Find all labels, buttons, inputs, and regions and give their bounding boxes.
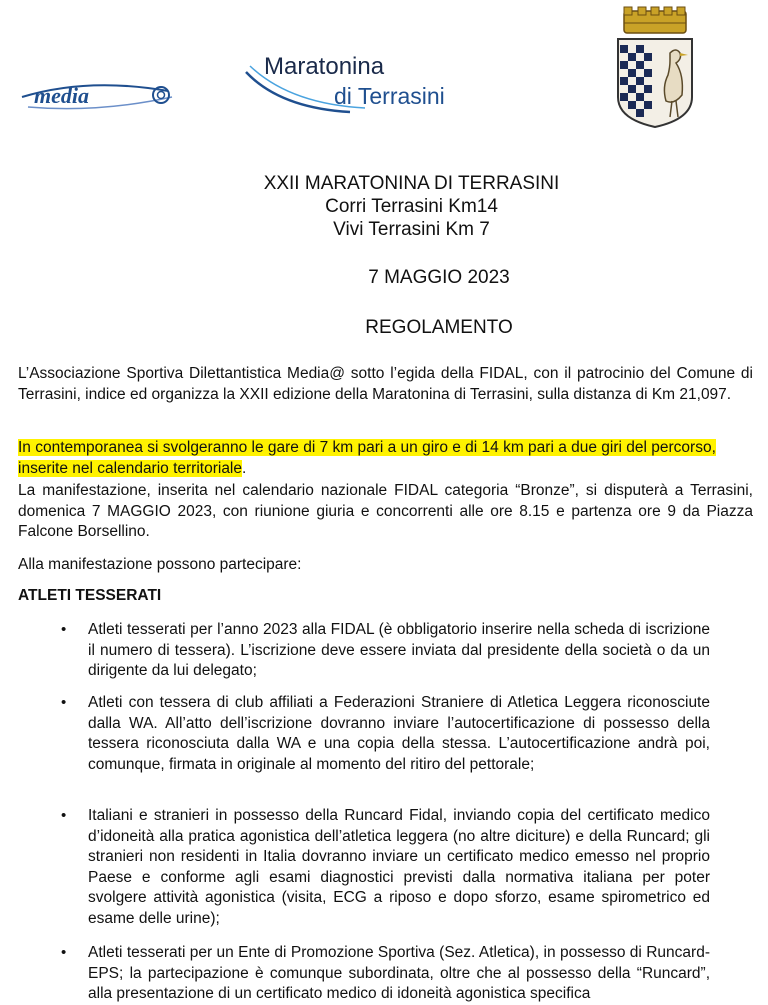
intro-paragraph: L’Associazione Sportiva Dilettantistica Media@ sotto l’egida della FIDAL, con il patrocinio del Comune di Terrasini, indice ed organizza la XXII edizione della Maratonina di Terrasini, sulla distanza di Km 21,097. (18, 365, 753, 403)
bullet-marker: • (61, 807, 67, 824)
maratonina-logo (240, 48, 490, 118)
document-header (0, 0, 768, 150)
highlighted-paragraph (18, 438, 753, 479)
maratonina-logo-title: Maratonina (264, 53, 385, 80)
event-title: XXII MARATONINA DI TERRASINI (263, 173, 560, 194)
media-logo-text: media (34, 83, 89, 108)
list-item-foreign-clubs: Atleti con tessera di club affiliati a Federazioni Straniere di Atletica Leggera riconosciute dalla WA. All’atto dell’iscrizione dovranno inviare l’autocertificazione di possesso della tessera riconosciuta dalla WA e una copia della stessa. L’autocertificazione andrà poi, comunque, firmata in originale al momento del ritiro del pettorale; (88, 694, 710, 773)
event-date: 7 MAGGIO 2023 (368, 267, 510, 288)
bullet-marker: • (61, 621, 67, 638)
highlighted-paragraph-end: . (242, 459, 247, 477)
regulation-heading: REGOLAMENTO (365, 317, 513, 338)
section-heading-athletes: ATLETI TESSERATI (18, 587, 162, 604)
maratonina-logo-subtitle: di Terrasini (334, 83, 445, 109)
event-subtitle-14km: Corri Terrasini Km14 (325, 196, 498, 217)
event-title-block (0, 172, 768, 241)
event-details-paragraph: La manifestazione, inserita nel calendario nazionale FIDAL categoria “Bronze”, si disputerà a Terrasini, domenica 7 MAGGIO 2023, con riunione giuria e concorrenti alle ore 8.15 e partenza ore 9 da Piazza Falcone Borsellino. (18, 482, 753, 540)
participation-intro: Alla manifestazione possono partecipare: (18, 556, 302, 573)
list-item-runcard: Italiani e stranieri in possesso della Runcard Fidal, inviando copia del certificato medico d’idoneità alla pratica agonistica dell’atletica leggera (no altre diciture) e della Runcard; gli stranieri non residenti in Italia dovranno inviare un certificato medico emesso nel proprio Paese e conforme agli esami diagnostici previsti dalla normativa italiana per poter svolgere attività agonistica (visita, ECG a riposo e dopo sforzo, esame spirometrico ed esame delle urine); (88, 807, 710, 927)
bullet-marker: • (61, 944, 67, 961)
terrasini-coat-of-arms (610, 5, 700, 130)
maratonina-logo-graphic (240, 48, 490, 118)
list-item-fidal: Atleti tesserati per l’anno 2023 alla FIDAL (è obbligatorio inserire nella scheda di iscrizione il numero di tessera). L’iscrizione deve essere inviata dal presidente della società o da un dirigente da lui delegato; (88, 621, 710, 679)
event-subtitle-7km: Vivi Terrasini Km 7 (333, 219, 490, 240)
highlighted-text: In contemporanea si svolgeranno le gare di 7 km pari a un giro e di 14 km pari a due giri del percorso, inserite nel calendario territoriale (18, 439, 716, 477)
list-item-eps: Atleti tesserati per un Ente di Promozione Sportiva (Sez. Atletica), in possesso di Runcard-EPS; la partecipazione è comunque subordinata, oltre che al possesso della “Runcard”, alla presentazione di un certificato medico di idoneità agonistica specifica (88, 944, 710, 1002)
media-logo-graphic (18, 73, 176, 113)
coat-of-arms-graphic (610, 5, 700, 130)
bullet-marker: • (61, 694, 67, 711)
media-logo (18, 73, 176, 113)
